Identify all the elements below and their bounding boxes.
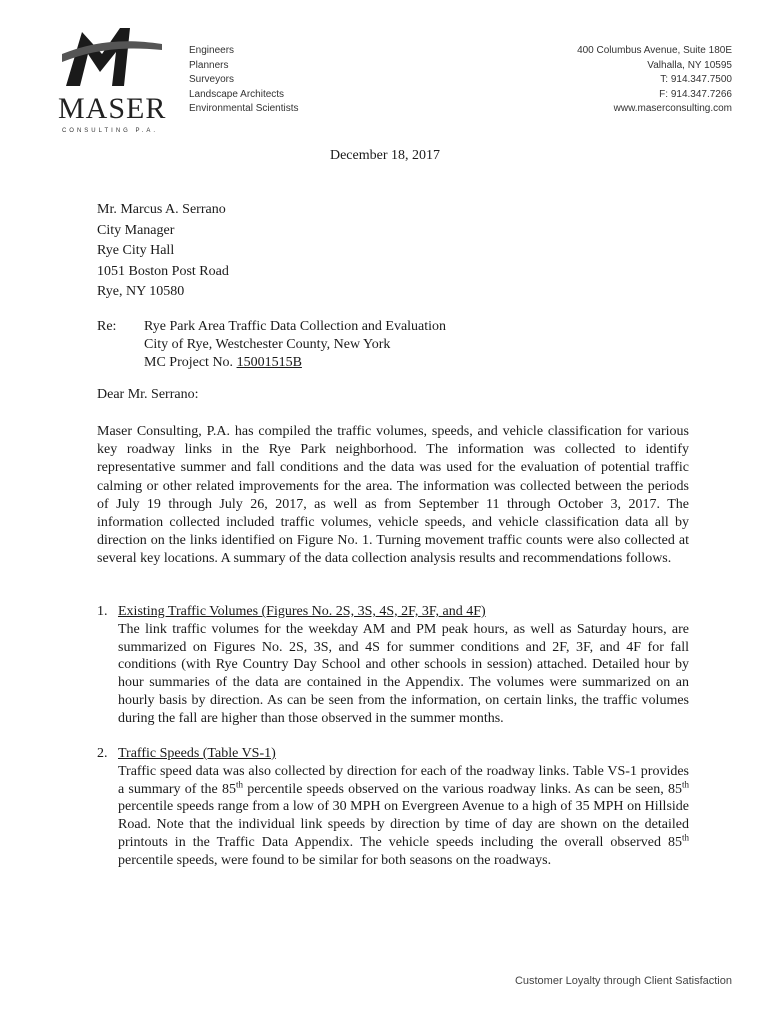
service-item: Landscape Architects	[189, 88, 285, 100]
recipient-title: City Manager	[97, 222, 175, 238]
telephone: T: 914.347.7500	[660, 74, 732, 85]
recipient-address	[97, 200, 229, 303]
footer-tagline: Customer Loyalty through Client Satisfaction	[514, 975, 732, 987]
service-item: Environmental Scientists	[189, 103, 299, 114]
body-text: percentile speeds range from a low of 30 MPH on Evergreen Avenue to a high of 35 MPH on Hillside Road. Note that the individual link speeds by direction by time of day are shown on the detailed printouts in the Traffic Data Appendix. The vehicle speeds including the overall observed 85	[118, 799, 689, 850]
letter-date: December 18, 2017	[329, 148, 441, 163]
recipient-street: 1051 Boston Post Road	[97, 263, 229, 279]
intro-paragraph: Maser Consulting, P.A. has compiled the traffic volumes, speeds, and vehicle classification for various key roadway links in the Rye Park neighborhood. The information was collected to identify representative summer and fall conditions and the data was used for the evaluation of potential traffic calming or other related improvements for the area. The information was collected between the periods of July 19 through July 26, 2017, as well as from September 11 through October 3, 2017. The information collected included traffic volumes, vehicle speeds, and vehicle classification data all by direction on the links identified on Figure No. 1. Turning movement traffic counts were also collected at several key locations. A summary of the data collection analysis results and recommendations follows.	[97, 424, 689, 567]
recipient-name: Mr. Marcus A. Serrano	[97, 202, 226, 217]
ordinal-suffix: th	[681, 832, 689, 843]
section-heading	[97, 745, 689, 763]
body-text: percentile speeds, were found to be similar for both seasons on the roadways.	[118, 852, 552, 868]
section-body	[118, 763, 689, 870]
subject-line-2: City of Rye, Westchester County, New York	[144, 337, 391, 352]
fax: F: 914.347.7266	[659, 88, 732, 100]
section-body: The link traffic volumes for the weekday AM and PM peak hours, as well as Saturday hours, are summarized on Figures No. 2S, 3S, and 4S for summer conditions and 2F, 3F, and 4F for fall conditions (with Rye Country Day School and other schools in session) attached. Detailed hour by hour summaries of the data are contained in the Appendix. The volumes were summarized on an hourly basis by direction. As can be seen from the information, on certain links, the traffic volumes during the fall are higher than those observed in the summer months.	[118, 621, 689, 726]
city-state-zip: Valhalla, NY 10595	[647, 59, 732, 71]
contact-block	[577, 44, 732, 117]
company-logo	[58, 24, 168, 134]
body-text: Traffic speed data was also collected by direction for each of the roadway links. Table VS-1 provides a summary of the 85	[118, 763, 689, 797]
logo-subtext: CONSULTING P.A.	[61, 128, 159, 134]
subject-line-3	[144, 354, 446, 372]
service-item: Planners	[189, 59, 229, 71]
section-number: 1.	[97, 604, 108, 619]
project-number-label: MC Project No.	[144, 355, 237, 370]
ordinal-suffix: th	[681, 778, 689, 789]
section-number: 2.	[97, 746, 108, 761]
logo-wordmark: MASER	[58, 92, 167, 125]
subject-block	[97, 318, 446, 372]
ordinal-suffix: th	[235, 778, 243, 789]
subject-label: Re:	[97, 319, 117, 334]
website-link[interactable]: www.maserconsulting.com	[613, 103, 732, 114]
section-title: Traffic Speeds (Table VS-1)	[118, 746, 276, 761]
recipient-office: Rye City Hall	[97, 243, 175, 258]
section-heading	[97, 603, 689, 621]
subject-line-1: Rye Park Area Traffic Data Collection and Evaluation	[144, 319, 447, 334]
maser-logo-mark-icon	[62, 24, 162, 90]
services-list	[189, 44, 299, 117]
street-address: 400 Columbus Avenue, Suite 180E	[577, 45, 732, 56]
salutation: Dear Mr. Serrano:	[97, 387, 199, 402]
section-traffic-speeds	[97, 745, 689, 870]
service-item: Surveyors	[189, 74, 235, 85]
section-title: Existing Traffic Volumes (Figures No. 2S, 3S, 4S, 2F, 3F, and 4F)	[118, 604, 486, 619]
section-traffic-volumes	[97, 603, 689, 728]
recipient-city: Rye, NY 10580	[97, 284, 185, 299]
body-text: percentile speeds observed on the various roadway links. As can be seen, 85	[243, 781, 682, 797]
project-number: 15001515B	[236, 355, 302, 370]
service-item: Engineers	[189, 45, 235, 56]
